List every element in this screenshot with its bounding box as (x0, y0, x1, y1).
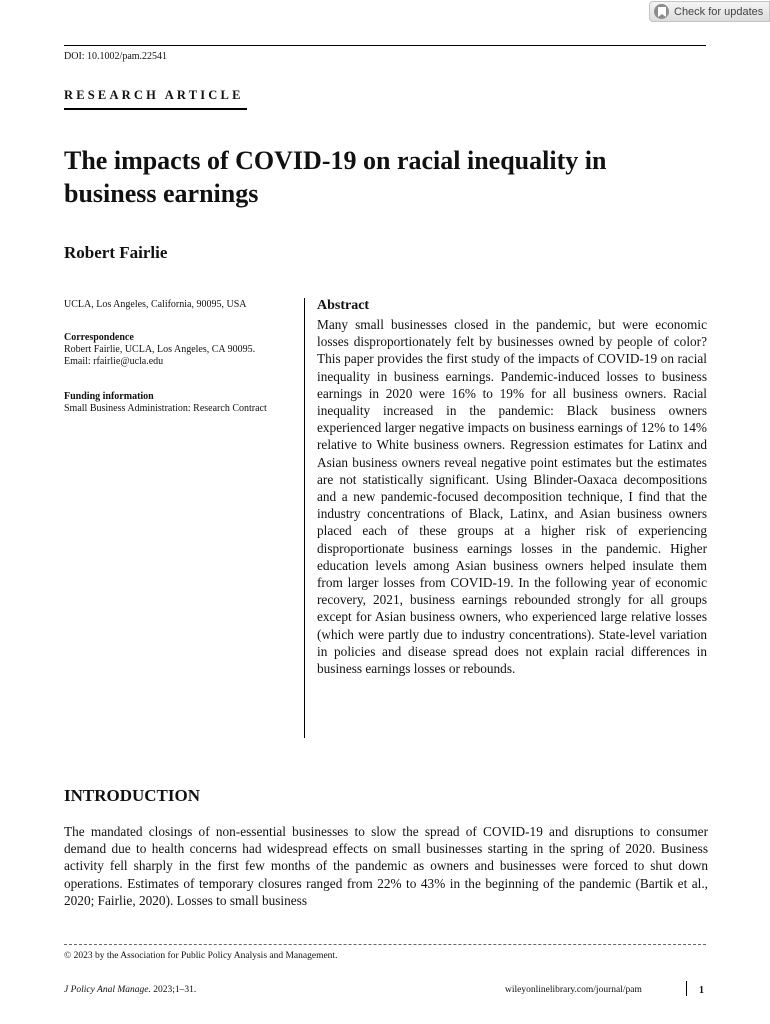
funding-text: Small Business Administration: Research Contract (64, 403, 267, 414)
affiliation: UCLA, Los Angeles, California, 90095, USA (64, 299, 247, 310)
introduction-heading: INTRODUCTION (64, 786, 201, 805)
author-name: Robert Fairlie (64, 243, 168, 262)
footnote-divider (64, 944, 706, 945)
copyright-notice: © 2023 by the Association for Public Policy Analysis and Management. (64, 951, 338, 961)
page-number: 1 (699, 985, 704, 996)
introduction-text: The mandated closings of non-essential businesses to slow the spread of COVID-19 and disruptions to consumer demand due to health concerns had widespread effects on small businesses starting in the spring of 2020. Business activity fell sharply in the first few months of the pandemic as owners and businesses were forced to shut down operations. Estimates of temporary closures ranged from 22% to 43% in the beginning of the pandemic (Bartik et al., 2020; Fairlie, 2020). Losses to small business (64, 824, 708, 908)
check-for-updates-button[interactable] (649, 1, 770, 22)
footer-divider (686, 981, 687, 996)
correspondence-email: Email: rfairlie@ucla.edu (64, 356, 164, 367)
abstract-heading: Abstract (317, 298, 370, 313)
bookmark-icon (654, 4, 669, 19)
article-type-rule (64, 108, 247, 110)
journal-name: J Policy Anal Manage. (64, 985, 151, 995)
check-for-updates-label: Check for updates (674, 5, 764, 18)
journal-url[interactable]: wileyonlinelibrary.com/journal/pam (505, 985, 642, 995)
correspondence-heading: Correspondence (64, 332, 134, 343)
header-rule (64, 45, 706, 46)
article-type: RESEARCH ARTICLE (64, 88, 244, 102)
doi: DOI: 10.1002/pam.22541 (64, 51, 168, 62)
abstract-divider (304, 298, 305, 738)
correspondence-address: Robert Fairlie, UCLA, Los Angeles, CA 90095. (64, 344, 256, 355)
abstract-text: Many small businesses closed in the pandemic, but were economic losses disproportionately felt by businesses owned by people of color? This paper provides the first study of the impacts of COVID-19 on racial inequality in business earnings. Pandemic-induced losses to business earnings in 2020 were 16% to 19% for all business owners. Racial inequality increased in the pandemic: Black business owners experienced larger negative impacts on business earnings of 12% to 14% relative to White business owners. Regression estimates for Latinx and Asian business owners reveal negative point estimates but the estimates are not statistically significant. Using Blinder-Oaxaca decompositions and a new pandemic-focused decomposition technique, I find that the industry concentrations of Black, Latinx, and Asian business owners placed each of these groups at a higher risk of experiencing disproportionate business earnings losses in the pandemic. Higher education levels among Asian business owners helped insulate them from larger losses from COVID-19. In the following year of economic recovery, 2021, business earnings rebounded strongly for all groups except for Asian business owners, who experienced large relative losses (which were partly due to industry concentrations). State-level variation in policies and disease spread does not explain racial differences in business earnings losses or rebounds. (317, 317, 707, 677)
citation-volume: 2023;1–31. (150, 985, 197, 995)
funding-heading: Funding information (64, 391, 154, 402)
journal-citation (64, 985, 196, 995)
article-title: The impacts of COVID-19 on racial inequality in business earnings (64, 146, 607, 208)
